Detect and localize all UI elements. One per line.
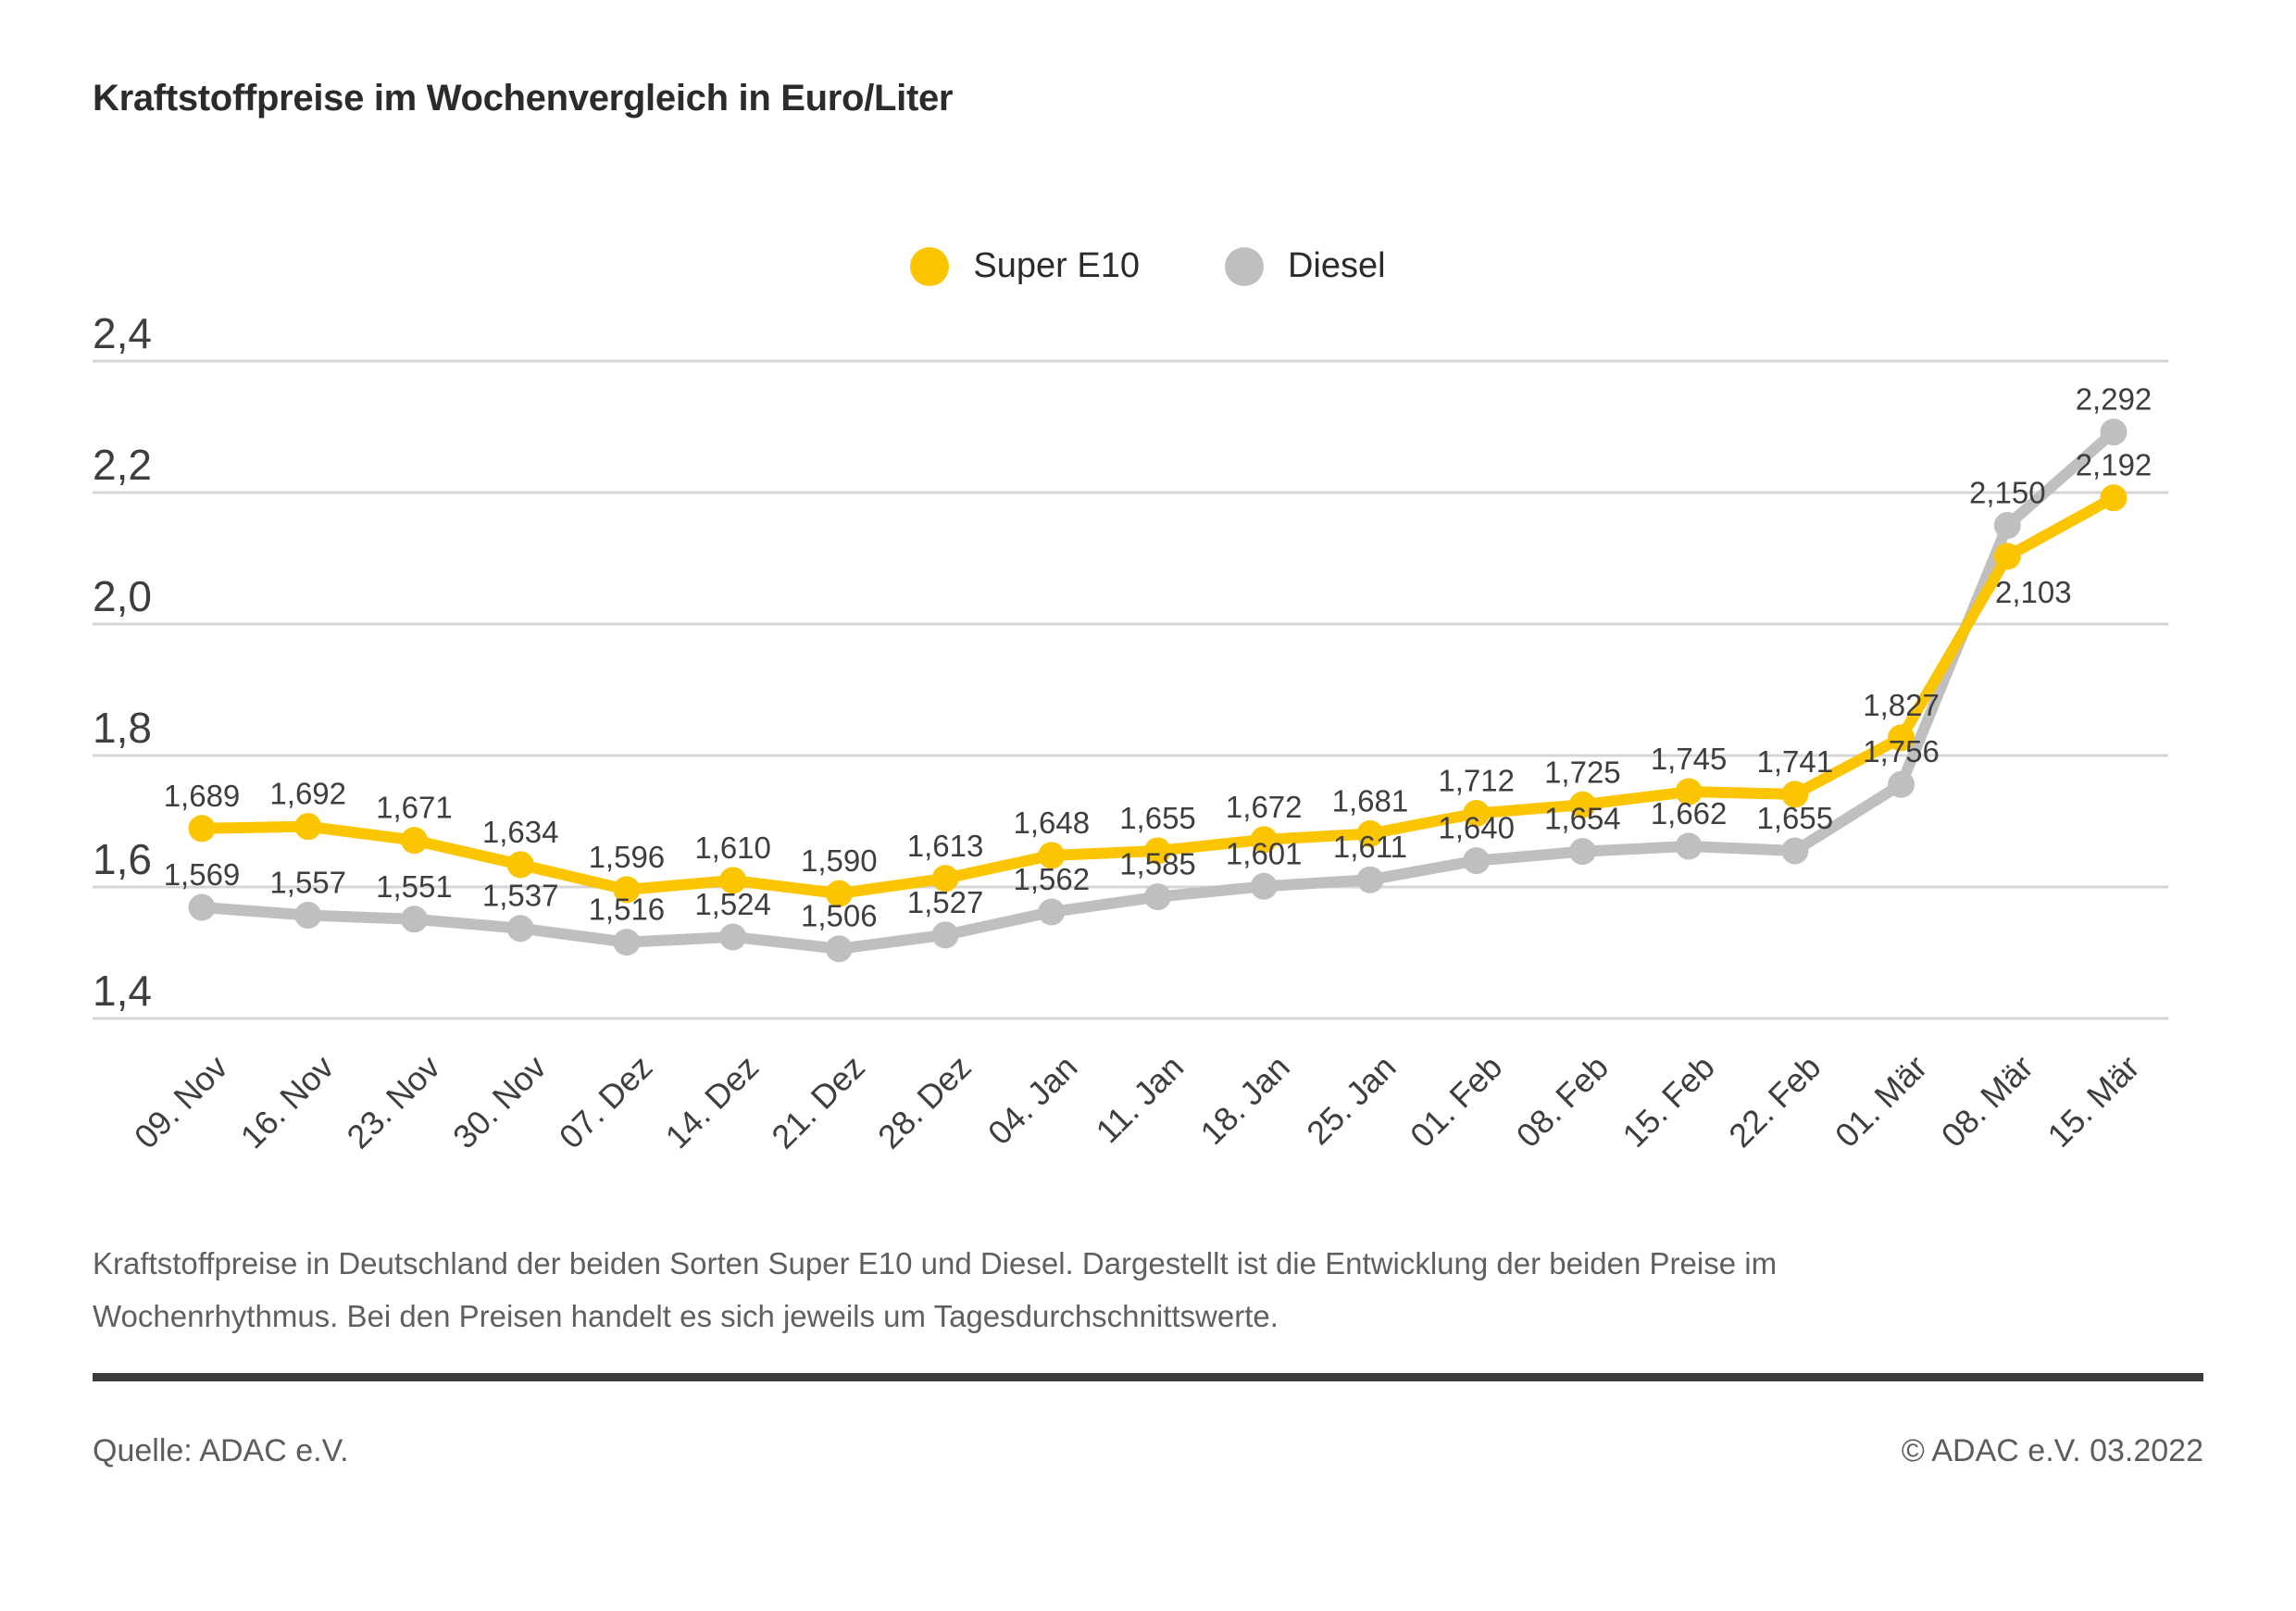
data-point-diesel <box>1888 771 1915 798</box>
data-point-super-e10 <box>2101 484 2128 511</box>
x-tick-label: 04. Jan <box>980 1047 1085 1153</box>
data-point-super-e10 <box>294 813 321 840</box>
data-point-diesel <box>1251 873 1278 900</box>
x-tick-label: 07. Dez <box>551 1047 660 1156</box>
value-label-super-e10: 2,192 <box>2075 447 2152 482</box>
value-label-super-e10: 1,741 <box>1756 743 1834 779</box>
value-label-super-e10: 1,827 <box>1863 687 1940 722</box>
data-point-diesel <box>189 894 216 921</box>
value-label-super-e10: 2,103 <box>1994 574 2072 609</box>
value-label-diesel: 1,527 <box>906 884 984 919</box>
x-tick-label: 08. Mär <box>1933 1047 2040 1155</box>
data-point-diesel <box>401 905 428 932</box>
data-point-super-e10 <box>1994 543 2021 569</box>
x-tick-label: 11. Jan <box>1088 1047 1192 1151</box>
value-label-diesel: 1,611 <box>1332 830 1408 865</box>
value-label-diesel: 2,150 <box>1968 475 2046 510</box>
value-label-diesel: 1,562 <box>1013 861 1091 896</box>
value-label-super-e10: 1,671 <box>376 790 453 825</box>
x-tick-label: 01. Mär <box>1827 1047 1935 1155</box>
x-tick-label: 28. Dez <box>869 1047 979 1156</box>
chart-caption <box>93 1237 2111 1342</box>
y-tick-label: 1,4 <box>93 967 152 1015</box>
value-label-diesel: 1,655 <box>1756 800 1834 835</box>
value-label-diesel: 1,506 <box>801 898 878 933</box>
value-label-super-e10: 1,692 <box>269 776 347 811</box>
data-point-diesel <box>1463 847 1490 874</box>
data-point-diesel <box>613 929 640 955</box>
legend-label-super-e10: Super E10 <box>973 246 1140 285</box>
value-label-super-e10: 1,634 <box>481 814 559 849</box>
data-point-diesel <box>932 921 959 948</box>
value-label-super-e10: 1,725 <box>1544 755 1621 790</box>
value-label-diesel: 1,569 <box>163 857 241 893</box>
data-point-diesel <box>1676 832 1703 859</box>
y-tick-label: 2,2 <box>93 441 152 489</box>
value-label-super-e10: 1,590 <box>801 843 878 879</box>
data-point-diesel <box>294 902 321 929</box>
value-label-diesel: 1,551 <box>376 868 453 904</box>
footer-divider <box>93 1373 2203 1381</box>
x-tick-label: 16. Nov <box>232 1047 342 1156</box>
value-label-diesel: 2,292 <box>2075 381 2152 417</box>
value-label-diesel: 1,537 <box>481 878 559 913</box>
value-label-diesel: 1,557 <box>269 865 347 900</box>
data-point-super-e10 <box>401 827 428 854</box>
value-label-super-e10: 1,681 <box>1331 783 1409 818</box>
data-point-super-e10 <box>507 851 534 878</box>
legend-label-diesel: Diesel <box>1287 246 1386 285</box>
value-label-super-e10: 1,672 <box>1225 789 1303 824</box>
value-label-super-e10: 1,648 <box>1013 805 1091 840</box>
x-tick-label: 14. Dez <box>657 1047 767 1156</box>
value-label-super-e10: 1,689 <box>163 778 241 813</box>
x-tick-label: 15. Mär <box>2040 1047 2147 1155</box>
value-label-super-e10: 1,613 <box>906 828 984 863</box>
value-label-diesel: 1,756 <box>1863 734 1940 769</box>
value-label-diesel: 1,662 <box>1650 795 1728 830</box>
caption-line-2: Wochenrhythmus. Bei den Preisen handelt es sich jeweils um Tagesdurchschnittswerte. <box>93 1299 1279 1333</box>
data-point-diesel <box>1781 837 1808 864</box>
y-tick-label: 1,8 <box>93 704 152 752</box>
value-label-diesel: 1,654 <box>1544 801 1621 836</box>
data-point-diesel <box>507 915 534 942</box>
value-label-super-e10: 1,745 <box>1650 742 1728 777</box>
x-tick-label: 23. Nov <box>339 1047 448 1156</box>
data-point-super-e10 <box>189 815 216 842</box>
x-tick-label: 22. Feb <box>1721 1047 1828 1155</box>
footer-copyright: © ADAC e.V. 03.2022 <box>1901 1433 2203 1468</box>
value-label-diesel: 1,524 <box>694 886 771 921</box>
footer-source: Quelle: ADAC e.V. <box>93 1433 349 1468</box>
x-tick-label: 09. Nov <box>126 1047 235 1156</box>
y-tick-label: 1,6 <box>93 835 152 883</box>
data-point-diesel <box>1356 867 1383 893</box>
value-label-diesel: 1,601 <box>1225 836 1303 871</box>
x-tick-label: 18. Jan <box>1192 1047 1297 1153</box>
value-label-super-e10: 1,655 <box>1119 800 1196 835</box>
x-tick-label: 01. Feb <box>1402 1047 1510 1155</box>
x-tick-label: 15. Feb <box>1615 1047 1722 1155</box>
data-point-diesel <box>1038 898 1065 925</box>
value-label-super-e10: 1,610 <box>694 830 771 865</box>
data-point-diesel <box>826 935 853 962</box>
x-tick-label: 30. Nov <box>445 1047 554 1156</box>
data-point-diesel <box>1569 838 1596 865</box>
chart-title: Kraftstoffpreise im Wochenvergleich in Euro/Liter <box>93 78 954 119</box>
value-label-super-e10: 1,596 <box>588 839 666 874</box>
data-point-diesel <box>1994 512 2021 539</box>
x-tick-label: 25. Jan <box>1299 1047 1404 1153</box>
value-label-diesel: 1,516 <box>588 892 666 927</box>
value-label-diesel: 1,585 <box>1119 846 1196 881</box>
y-tick-label: 2,0 <box>93 572 152 620</box>
y-tick-label: 2,4 <box>93 309 152 357</box>
value-label-diesel: 1,640 <box>1438 810 1515 845</box>
data-point-diesel <box>1144 883 1171 910</box>
x-tick-label: 08. Feb <box>1508 1047 1616 1155</box>
data-point-diesel <box>719 923 746 950</box>
x-tick-label: 21. Dez <box>764 1047 872 1156</box>
value-label-super-e10: 1,712 <box>1438 763 1515 798</box>
data-point-diesel <box>2101 418 2128 445</box>
caption-line-1: Kraftstoffpreise in Deutschland der beiden Sorten Super E10 und Diesel. Dargestellt ist die Entwicklung der beiden Preise im <box>93 1246 1778 1280</box>
